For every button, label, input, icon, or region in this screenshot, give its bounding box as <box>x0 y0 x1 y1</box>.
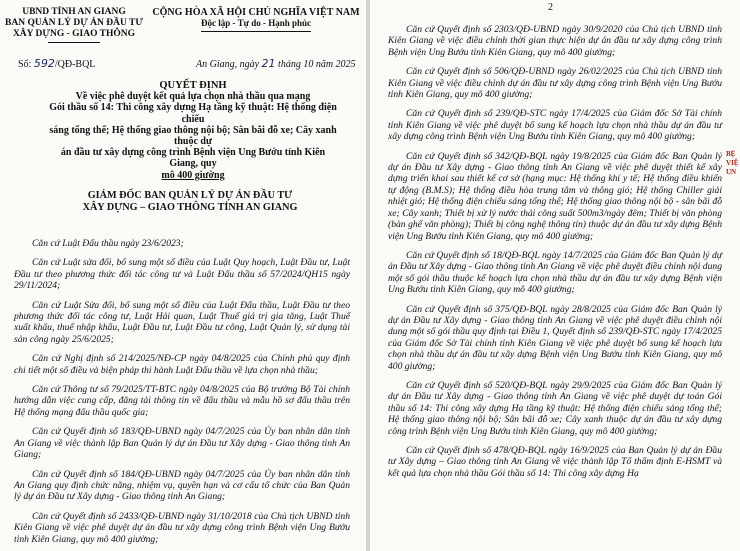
title-line: mô 400 giường <box>161 169 225 181</box>
legal-basis-paragraph: Căn cứ Quyết định số 239/QĐ-STC ngày 17/4/2025 của Giám đốc Sở Tài chính tỉnh Kiên Giang về việc phê duyệt bổ sung kế hoạch lựa chọn nhà thầu dự án đầu tư xây dựng công trình Bệnh viện Ung Bướu tỉnh Kiên Giang, quy mô 400 giường; <box>388 108 722 143</box>
number-prefix: Số: <box>18 59 32 70</box>
authority-line: XÂY DỰNG – GIAO THÔNG TỈNH AN GIANG <box>82 202 298 213</box>
legal-basis-paragraph: Căn cứ Quyết định số 184/QĐ-UBND ngày 04/7/2025 của Ủy ban nhân dân tỉnh An Giang quy định chức năng, nhiệm vụ, quyền hạn và cơ cấu tổ chức của Ban Quản lý dự án Đầu tư Xây dựng - Giao thông tỉnh An Giang; <box>14 468 350 503</box>
stamp-text: UN <box>726 168 737 176</box>
legal-basis-paragraph: Căn cứ Quyết định số 506/QĐ-UBND ngày 26/02/2025 của Chủ tịch UBND tỉnh Kiên Giang về việc điều chỉnh dự án đầu tư xây dựng công trình Bệnh viện Ung Bướu tỉnh Kiên Giang, quy mô 400 giường; <box>388 66 722 101</box>
motto-underline <box>201 31 311 32</box>
document-date <box>196 57 356 70</box>
legal-basis-paragraph: Căn cứ Quyết định số 342/QĐ-BQL ngày 19/8/2025 của Giám đốc Ban Quản lý dự án Đầu tư Xây dựng - Giao thông tỉnh An Giang về việc phê duyệt thiết kế xây dựng triển khai sau thiết kế cơ sở (hạng mục: Hệ thống khí y tế; Hệ thống điều khiển tự động (B.M.S); Hệ thống điều hòa trung tâm và thông gió; Hệ thống Chiller giải nhiệt gió; Hệ thống điện chiếu sáng tổng thể; Hệ thống giao thông nội bộ - sân bãi đỗ xe; Cây xanh; Thiết bị xử lý nước thải công suất 500m3/ngày đêm; Thiết bị văn phòng (bàn ghế văn phòng); Thiết bị công nghệ thông tin) thuộc dự án đầu tư xây dựng Bệnh viện Ung Bướu tỉnh Kiên Giang, quy mô 400 giường; <box>388 150 722 242</box>
legal-basis-list <box>388 24 722 487</box>
authority-line: GIÁM ĐỐC BAN QUẢN LÝ DỰ ÁN ĐẦU TƯ <box>87 190 293 201</box>
red-stamp-edge <box>726 150 740 250</box>
agency-line: UBND TỈNH AN GIANG <box>22 7 126 17</box>
date-prefix: An Giang, ngày <box>196 59 260 70</box>
stamp-text: VIỆ <box>726 159 739 167</box>
stamp-text: BỆ <box>726 150 736 158</box>
date-suffix: tháng 10 năm 2025 <box>278 59 356 70</box>
legal-basis-paragraph: Căn cứ Luật Đấu thầu ngày 23/6/2023; <box>32 238 184 249</box>
legal-basis-paragraph: Căn cứ Quyết định số 478/QĐ-BQL ngày 16/9/2025 của Ban Quản lý dự án Đầu tư Xây dựng – Giao thông tỉnh An Giang về việc thành lập Tổ thẩm định E-HSMT và kết quả lựa chọn nhà thầu Gói thầu số 14: Thi công xây dựng Hạ <box>388 445 722 479</box>
legal-basis-paragraph: Căn cứ Thông tư số 79/2025/TT-BTC ngày 04/8/2025 của Bộ trưởng Bộ Tài chính hướng dẫn việc cung cấp, đăng tải thông tin về đấu thầu và mẫu hồ sơ đấu thầu trên Hệ thống mạng đấu thầu quốc gia; <box>14 384 350 418</box>
national-motto: Độc lập - Tự do - Hạnh phúc <box>200 18 311 28</box>
decision-title <box>48 80 338 181</box>
document-page-2 <box>370 0 740 551</box>
legal-basis-paragraph: Căn cứ Quyết định số 183/QĐ-UBND ngày 04/7/2025 của Ủy ban nhân dân tỉnh An Giang về việc thành lập Ban Quản lý dự án Đầu tư Xây dựng - Giao thông tỉnh An Giang; <box>14 426 350 461</box>
legal-basis-list <box>14 238 350 551</box>
title-line: sáng tổng thể; Hệ thống giao thông nội bộ; Sân bãi đỗ xe; Cây xanh thuộc dự <box>49 124 337 148</box>
agency-line: XÂY DỰNG - GIAO THÔNG <box>12 29 136 39</box>
nation-name: CỘNG HÒA XÃ HỘI CHỦ NGHĨA VIỆT NAM <box>152 7 360 18</box>
title-line: Gói thầu số 14: Thi công xây dựng Hạ tầng kỹ thuật: Hệ thống điện chiếu <box>49 102 337 125</box>
title-heading: QUYẾT ĐỊNH <box>159 80 227 91</box>
handwritten-number: 592 <box>33 57 55 70</box>
legal-basis-paragraph: Căn cứ Quyết định số 2433/QĐ-UBND ngày 31/10/2018 của Chủ tịch UBND tỉnh Kiên Giang về việc phê duyệt dự án đầu tư xây dựng công trình Bệnh viện Ung Bướu tỉnh Kiên Giang, quy mô 400 giường; <box>14 510 350 545</box>
title-line: án đầu tư xây dựng công trình Bệnh viện Ung Bướu tỉnh Kiên Giang, quy <box>60 147 326 170</box>
legal-basis-paragraph: Căn cứ Quyết định số 520/QĐ-BQL ngày 29/9/2025 của Giám đốc Ban Quản lý dự án Đầu tư Xây dựng - Giao thông tỉnh An Giang về việc phê duyệt dự toán Gói thầu số 14: Thi công xây dựng Hạ tầng kỹ thuật: Hệ thống điện chiếu sáng tổng thể; Hệ thống giao thông nội bộ; Sân bãi đỗ xe; Cây xanh thuộc dự án đầu tư xây dựng công trình Bệnh viện Ung Bướu tỉnh Kiên Giang, quy mô 400 giường; <box>388 379 722 437</box>
title-line: Về việc phê duyệt kết quả lựa chọn nhà thầu qua mạng <box>75 91 311 103</box>
document-number <box>18 57 95 70</box>
page-number: 2 <box>548 2 553 13</box>
legal-basis-paragraph: Căn cứ Luật sửa đổi, bổ sung một số điều của Luật Quy hoạch, Luật Đầu tư, Luật Đầu tư theo phương thức đối tác công tư và Luật Đấu thầu số 57/2024/QH15 ngày 29/11/2024; <box>14 257 350 292</box>
handwritten-day: 21 <box>261 57 276 70</box>
number-suffix: /QĐ-BQL <box>54 59 96 70</box>
legal-basis-paragraph: Căn cứ Nghị định số 214/2025/NĐ-CP ngày 04/8/2025 của Chính phủ quy định chi tiết một số điều và biện pháp thi hành Luật Đấu thầu về lựa chọn nhà thầu; <box>14 353 350 376</box>
agency-header <box>4 7 144 43</box>
header-underline <box>48 42 100 43</box>
legal-basis-paragraph: Căn cứ Luật Sửa đổi, bổ sung một số điều của Luật Đấu thầu, Luật Đầu tư theo phương thức đối tác công tư, Luật Hải quan, Luật Thuế giá trị gia tăng, Luật Thuế xuất khẩu, thuế nhập khẩu, Luật Đầu tư, Luật Đầu tư công, Luật Quản lý, sử dụng tài sản công ngày 25/6/2025; <box>14 299 350 345</box>
legal-basis-paragraph: Căn cứ Quyết định số 18/QĐ-BQL ngày 14/7/2025 của Giám đốc Ban Quản lý dự án Đầu tư Xây dựng - Giao thông tỉnh An Giang về việc phê duyệt điều chỉnh nội dung một số gói thầu thuộc kế hoạch lựa chọn nhà thầu dự án đầu tư xây dựng Bệnh viện Ung Bướu tỉnh Kiên Giang, quy mô 400 giường; <box>388 249 722 296</box>
legal-basis-paragraph: Căn cứ Quyết định số 2303/QĐ-UBND ngày 30/9/2020 của Chủ tịch UBND tỉnh Kiên Giang về việc điều chỉnh thời gian thực hiện dự án đầu tư xây dựng công trình Bệnh viện Ung Bướu tỉnh Kiên Giang, quy mô 400 giường; <box>388 24 722 58</box>
agency-line: BAN QUẢN LÝ DỰ ÁN ĐẦU TƯ <box>5 18 143 28</box>
legal-basis-paragraph: Căn cứ Quyết định số 375/QĐ-BQL ngày 28/8/2025 của Giám đốc Ban Quản lý dự án Đầu tư Xây dựng - Giao thông tỉnh An Giang về việc phê duyệt điều chỉnh nội dung một số gói thầu quy định tại Điều 1, Quyết định số 239/QĐ-STC ngày 17/4/2025 của Giám đốc Sở Tài chính tỉnh Kiên Giang về việc phê duyệt bổ sung kế hoạch lựa chọn nhà thầu dự án đầu tư xây dựng Bệnh viện Ung Bướu tỉnh Kiên Giang, quy mô 400 giường; <box>388 303 722 372</box>
issuing-authority <box>14 190 366 214</box>
nation-header <box>150 7 362 32</box>
document-page-1 <box>0 0 366 551</box>
